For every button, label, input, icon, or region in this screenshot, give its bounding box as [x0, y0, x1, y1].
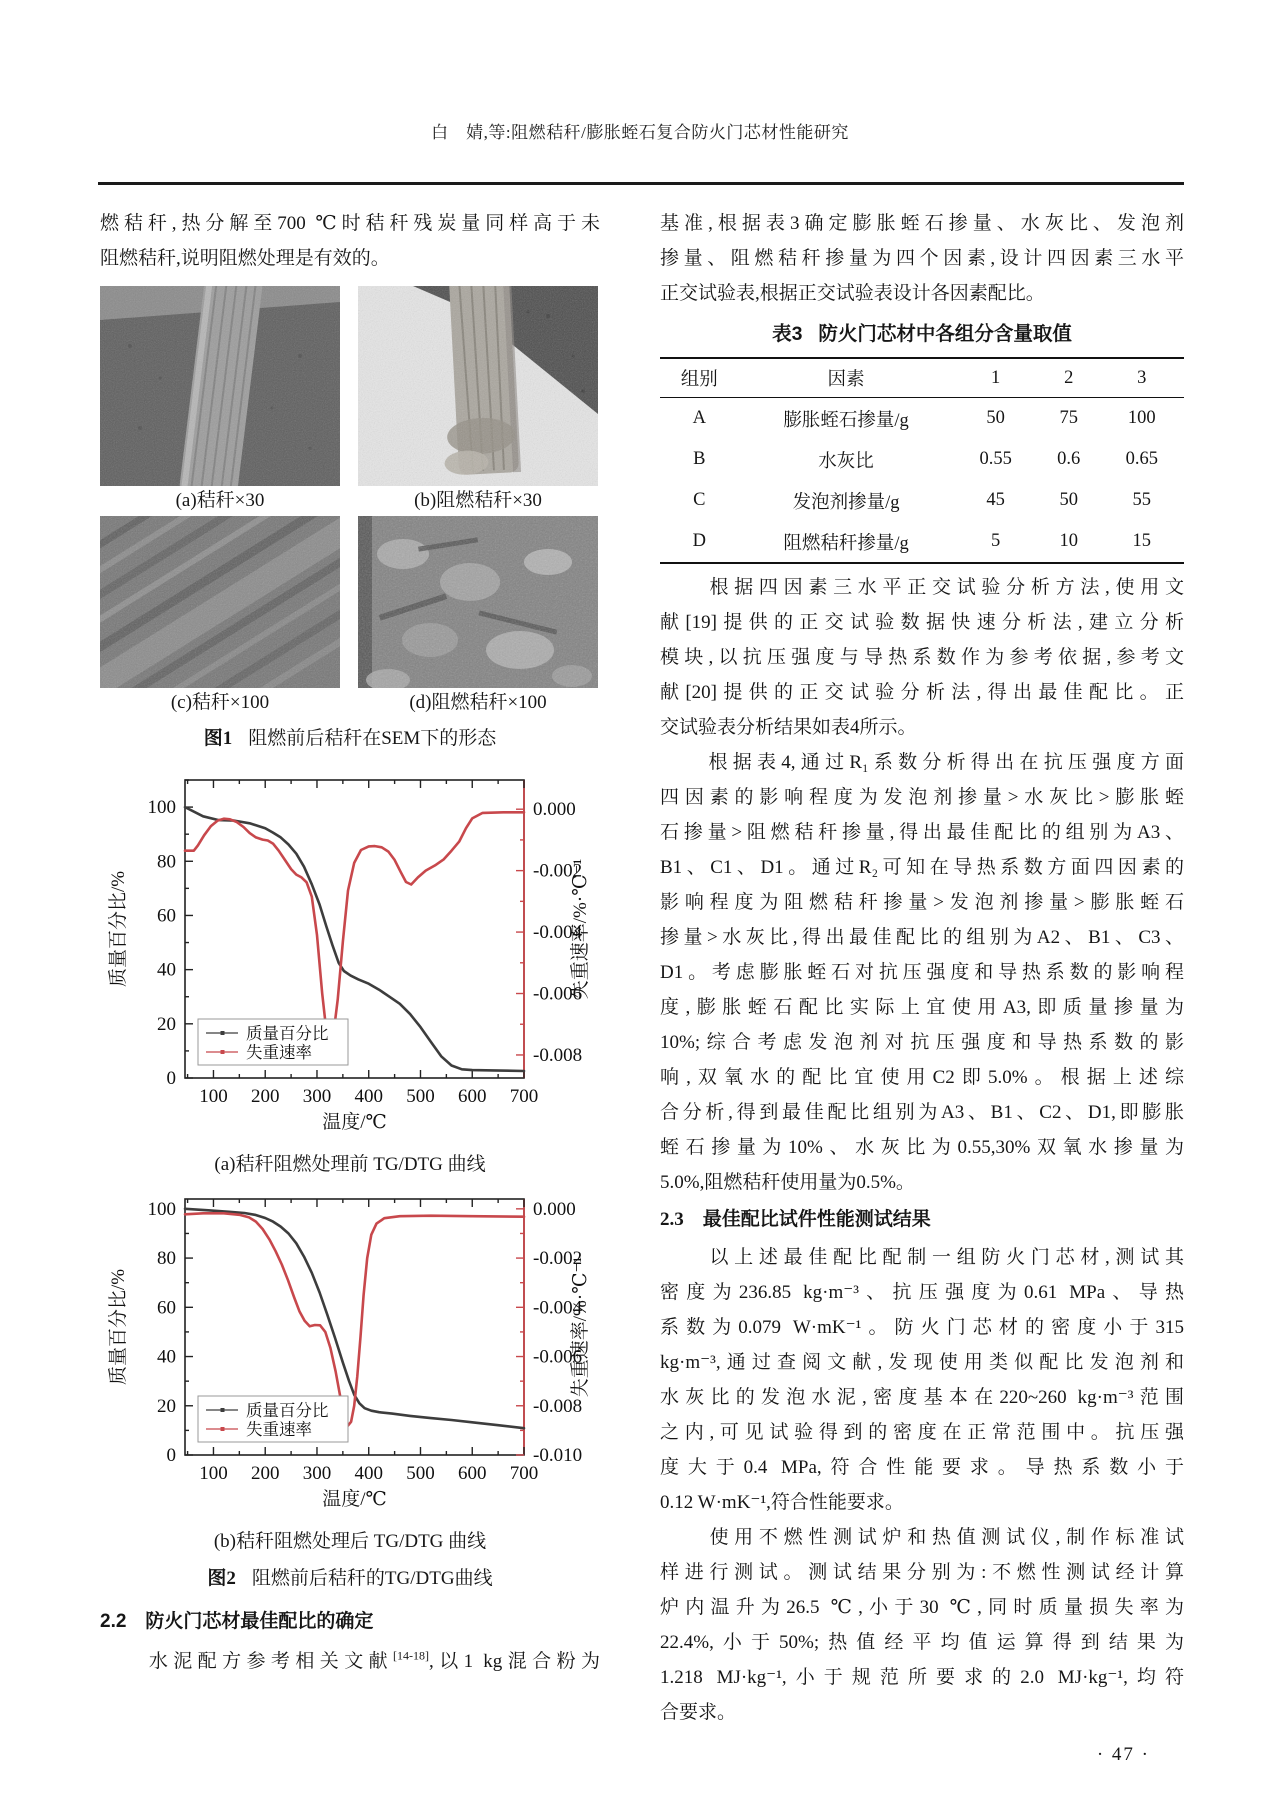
svg-text:40: 40 [157, 1346, 176, 1368]
paragraph-line: 22.4%,小于50%;热值经平均值运算得到结果为 [660, 1632, 1184, 1653]
svg-text:-0.008: -0.008 [533, 1044, 583, 1066]
paragraph-line: 蛭石掺量为10%、水灰比为0.55,30%双氧水掺量为 [660, 1137, 1184, 1158]
paragraph-intro [100, 206, 600, 276]
svg-text:40: 40 [157, 959, 176, 981]
paragraph-line: 合分析,得到最佳配比组别为A3、B1、C2、D1,即膨胀 [660, 1102, 1184, 1123]
svg-text:80: 80 [157, 1248, 176, 1270]
paragraph-line: 根据四因素三水平正交试验分析方法,使用文 [660, 577, 1184, 598]
paragraph-line: 影响程度为阻燃秸秆掺量>发泡剂掺量>膨胀蛭石 [660, 892, 1184, 913]
paragraph-line: 0.12 W·mK⁻¹,符合性能要求。 [660, 1492, 904, 1513]
figure1-images [100, 286, 600, 718]
svg-text:60: 60 [157, 905, 176, 927]
cell-group: D [692, 531, 706, 551]
figure2-title [100, 1562, 600, 1596]
svg-text:500: 500 [406, 1086, 435, 1107]
cell-level2: 75 [1059, 408, 1078, 428]
svg-text:100: 100 [199, 1086, 228, 1107]
paragraph-line: 炉内温升为26.5 ℃,小于30 ℃,同时质量损失率为 [660, 1597, 1184, 1618]
sem-image-c [100, 516, 340, 688]
paragraph-line: 度大于0.4 MPa,符合性能要求。导热系数小于 [660, 1457, 1184, 1478]
table-row [660, 439, 1184, 480]
cell-factor: 膨胀蛭石掺量/g [783, 410, 909, 431]
paragraph-line: 系数为0.079 W·mK⁻¹。防火门芯材的密度小于315 [660, 1317, 1184, 1338]
svg-text:100: 100 [199, 1463, 228, 1484]
paragraph-line: 模块,以抗压强度与导热系数作为参考依据,参考文 [660, 647, 1184, 668]
paragraph-line: 掺量>水灰比,得出最佳配比的组别为A2、B1、C3、 [660, 927, 1184, 948]
cell-factor: 发泡剂掺量/g [792, 492, 900, 513]
cell-group: A [692, 408, 706, 428]
cell-factor: 水灰比 [818, 451, 874, 472]
svg-text:0: 0 [166, 1068, 176, 1089]
svg-text:0: 0 [166, 1445, 176, 1466]
paragraph-line: B1、C1、D1。通过R₂可知在导热系数方面四因素的 [660, 857, 1184, 878]
svg-text:质量百分比: 质量百分比 [246, 1024, 329, 1043]
paragraph-line: 石掺量>阻燃秸秆掺量,得出最佳配比的组别为A3、 [660, 822, 1184, 843]
svg-text:-0.002: -0.002 [533, 860, 583, 882]
cell-factor: 阻燃秸秆掺量/g [783, 533, 909, 554]
svg-text:失重速率: 失重速率 [246, 1043, 312, 1062]
figure1-caption-d: (d)阻燃秸秆×100 [409, 692, 547, 713]
chart-tg-after [100, 1187, 600, 1526]
svg-text:600: 600 [457, 1086, 487, 1107]
svg-text:失重速率/%·℃⁻¹: 失重速率/%·℃⁻¹ [570, 1256, 591, 1398]
svg-text:0.000: 0.000 [533, 799, 576, 821]
table3-label: 表3 [772, 323, 803, 345]
svg-text:400: 400 [354, 1086, 383, 1107]
col-header-group: 组别 [660, 358, 739, 398]
paragraph-line: 使用不燃性测试炉和热值测试仪,制作标准试 [660, 1527, 1184, 1548]
paragraph-line: 燃秸秆,热分解至700 ℃时秸秆残炭量同样高于未 [100, 213, 600, 234]
paragraph-line: 掺量、阻燃秸秆掺量为四个因素,设计四因素三水平 [660, 248, 1184, 269]
svg-text:-0.004: -0.004 [533, 1297, 583, 1319]
svg-text:-0.004: -0.004 [533, 922, 583, 944]
svg-text:温度/℃: 温度/℃ [322, 1489, 387, 1510]
svg-text:300: 300 [302, 1086, 332, 1107]
cell-level3: 100 [1127, 408, 1156, 428]
figure1-caption-a: (a)秸秆×30 [175, 490, 265, 511]
cell-group: C [693, 490, 706, 510]
left-column [100, 206, 600, 1679]
col-header-level3: 3 [1100, 358, 1184, 398]
paragraph-line-pre: 水泥配方参考相关文献 [100, 1651, 394, 1672]
section-2-3-heading: 2.3 最佳配比试件性能测试结果 [660, 1209, 931, 1230]
paragraph-line: 度,膨胀蛭石配比实际上宜使用A3,即质量掺量为 [660, 997, 1184, 1018]
paragraph-cement [100, 1644, 600, 1679]
svg-text:20: 20 [157, 1395, 176, 1417]
cell-level1: 5 [991, 531, 1001, 551]
table-row [660, 521, 1184, 563]
svg-text:100: 100 [147, 797, 176, 819]
table-row [660, 398, 1184, 440]
chart-a-caption: (a)秸秆阻燃处理前 TG/DTG 曲线 [214, 1154, 486, 1175]
paragraph-orthogonal [660, 570, 1184, 745]
svg-text:60: 60 [157, 1297, 176, 1319]
paragraph-line: D1。考虑膨胀蛭石对抗压强度和导热系数的影响程 [660, 962, 1184, 983]
svg-text:700: 700 [509, 1463, 539, 1484]
sem-image-b [358, 286, 598, 486]
svg-text:500: 500 [406, 1463, 435, 1484]
cell-level3: 55 [1132, 490, 1152, 510]
cell-level1: 0.55 [979, 449, 1012, 469]
table3-title [660, 317, 1184, 351]
svg-text:300: 300 [302, 1463, 332, 1484]
svg-text:400: 400 [354, 1463, 383, 1484]
paragraph-line: 水灰比的发泡水泥,密度基本在220~260 kg·m⁻³范围 [660, 1387, 1184, 1408]
figure2-label: 图2 [207, 1568, 236, 1589]
cell-level3: 0.65 [1125, 449, 1158, 469]
cell-level3: 15 [1132, 531, 1152, 551]
table3-title-text: 防火门芯材中各组分含量取值 [818, 323, 1072, 345]
chart-tg-before [100, 762, 600, 1149]
figure1-title-text: 阻燃前后秸秆在SEM下的形态 [248, 728, 497, 749]
paragraph-line: 5.0%,阻燃秸秆使用量为0.5%。 [660, 1172, 915, 1193]
header-rule [98, 182, 1184, 185]
paragraph-line: 献[19]提供的正交试验数据快速分析法,建立分析 [660, 612, 1184, 633]
table3-header-row [660, 358, 1184, 398]
paragraph-line: 阻燃秸秆,说明阻燃处理是有效的。 [100, 248, 390, 269]
paragraph-line: 正交试验表,根据正交试验表设计各因素配比。 [660, 283, 1045, 304]
svg-text:600: 600 [457, 1463, 487, 1484]
cell-level1: 50 [986, 408, 1005, 428]
paragraph-line: 合要求。 [660, 1702, 737, 1723]
paragraph-performance [660, 1240, 1184, 1520]
figure2-title-text: 阻燃前后秸秆的TG/DTG曲线 [251, 1568, 493, 1589]
col-header-level1: 1 [953, 358, 1037, 398]
svg-text:-0.010: -0.010 [533, 1445, 583, 1466]
cell-level2: 50 [1059, 490, 1078, 510]
running-head: 白 婧,等:阻燃秸秆/膨胀蛭石复合防火门芯材性能研究 [431, 123, 849, 142]
svg-text:-0.006: -0.006 [533, 983, 583, 1005]
svg-text:-0.006: -0.006 [533, 1346, 583, 1368]
svg-text:700: 700 [509, 1086, 539, 1107]
page-number: · 47 · [1096, 1744, 1150, 1765]
figure1-cell-b [358, 286, 598, 516]
paragraph-line: 响,双氧水的配比宜使用C2即5.0%。根据上述综 [660, 1067, 1184, 1088]
right-column [660, 206, 1184, 1766]
table3 [660, 357, 1184, 564]
figure1-cell-d [358, 516, 598, 718]
svg-text:200: 200 [250, 1086, 280, 1107]
cell-level1: 45 [986, 490, 1005, 510]
col-header-factor: 因素 [739, 358, 954, 398]
figure1-cell-c [100, 516, 340, 718]
paragraph-line: kg·m⁻³,通过查阅文献,发现使用类似配比发泡剂和 [660, 1352, 1184, 1373]
figure1-caption-c: (c)秸秆×100 [170, 692, 270, 713]
paragraph-line: 献[20]提供的正交试验分析法,得出最佳配比。正 [660, 682, 1184, 703]
paragraph-line: 基准,根据表3确定膨胀蛭石掺量、水灰比、发泡剂 [660, 213, 1184, 234]
svg-text:100: 100 [147, 1198, 176, 1220]
paragraph-baseline [660, 206, 1184, 311]
paragraph-analysis [660, 745, 1184, 1200]
paragraph-line: 密度为236.85 kg·m⁻³、抗压强度为0.61 MPa、导热 [660, 1282, 1184, 1303]
svg-text:质量百分比: 质量百分比 [246, 1401, 329, 1420]
reference-superscript: [14-18] [393, 1648, 430, 1663]
figure1-caption-b: (b)阻燃秸秆×30 [414, 490, 542, 511]
svg-text:失重速率/%·℃⁻¹: 失重速率/%·℃⁻¹ [570, 858, 591, 1000]
paragraph-line: 之内,可见试验得到的密度在正常范围中。抗压强 [660, 1422, 1184, 1443]
cell-level2: 10 [1059, 531, 1078, 551]
paragraph-line-post: ,以1 kg混合粉为 [429, 1651, 600, 1672]
section-2-2-heading: 2.2 防火门芯材最佳配比的确定 [100, 1611, 374, 1632]
cell-level2: 0.6 [1057, 449, 1081, 469]
cell-group: B [693, 449, 706, 469]
svg-text:20: 20 [157, 1013, 176, 1035]
paragraph-line: 根据表4,通过R₁系数分析得出在抗压强度方面 [660, 752, 1184, 773]
chart-b-caption: (b)秸秆阻燃处理后 TG/DTG 曲线 [213, 1531, 487, 1552]
paragraph-fire-test [660, 1520, 1184, 1730]
svg-text:0.000: 0.000 [533, 1198, 576, 1220]
table-row [660, 480, 1184, 521]
col-header-level2: 2 [1038, 358, 1100, 398]
figure1-title [100, 722, 600, 756]
figure1-cell-a [100, 286, 340, 516]
svg-text:80: 80 [157, 851, 176, 873]
svg-text:质量百分比/%: 质量百分比/% [108, 870, 129, 988]
paragraph-line: 样进行测试。测试结果分别为:不燃性测试经计算 [660, 1562, 1184, 1583]
figure1-label: 图1 [203, 728, 233, 749]
paragraph-line: 1.218 MJ·kg⁻¹,小于规范所要求的2.0 MJ·kg⁻¹,均符 [660, 1667, 1184, 1688]
sem-image-a [100, 286, 340, 486]
paragraph-line: 以上述最佳配比配制一组防火门芯材,测试其 [660, 1247, 1184, 1268]
svg-text:-0.008: -0.008 [533, 1395, 583, 1417]
paragraph-line: 10%;综合考虑发泡剂对抗压强度和导热系数的影 [660, 1032, 1184, 1053]
svg-text:温度/℃: 温度/℃ [322, 1112, 387, 1133]
paragraph-line: 四因素的影响程度为发泡剂掺量>水灰比>膨胀蛭 [660, 787, 1184, 808]
svg-text:失重速率: 失重速率 [246, 1420, 312, 1439]
sem-image-d [358, 516, 598, 688]
svg-text:质量百分比/%: 质量百分比/% [108, 1268, 129, 1386]
paragraph-line: 交试验表分析结果如表4所示。 [660, 717, 917, 738]
svg-text:200: 200 [250, 1463, 280, 1484]
svg-text:-0.002: -0.002 [533, 1248, 583, 1270]
